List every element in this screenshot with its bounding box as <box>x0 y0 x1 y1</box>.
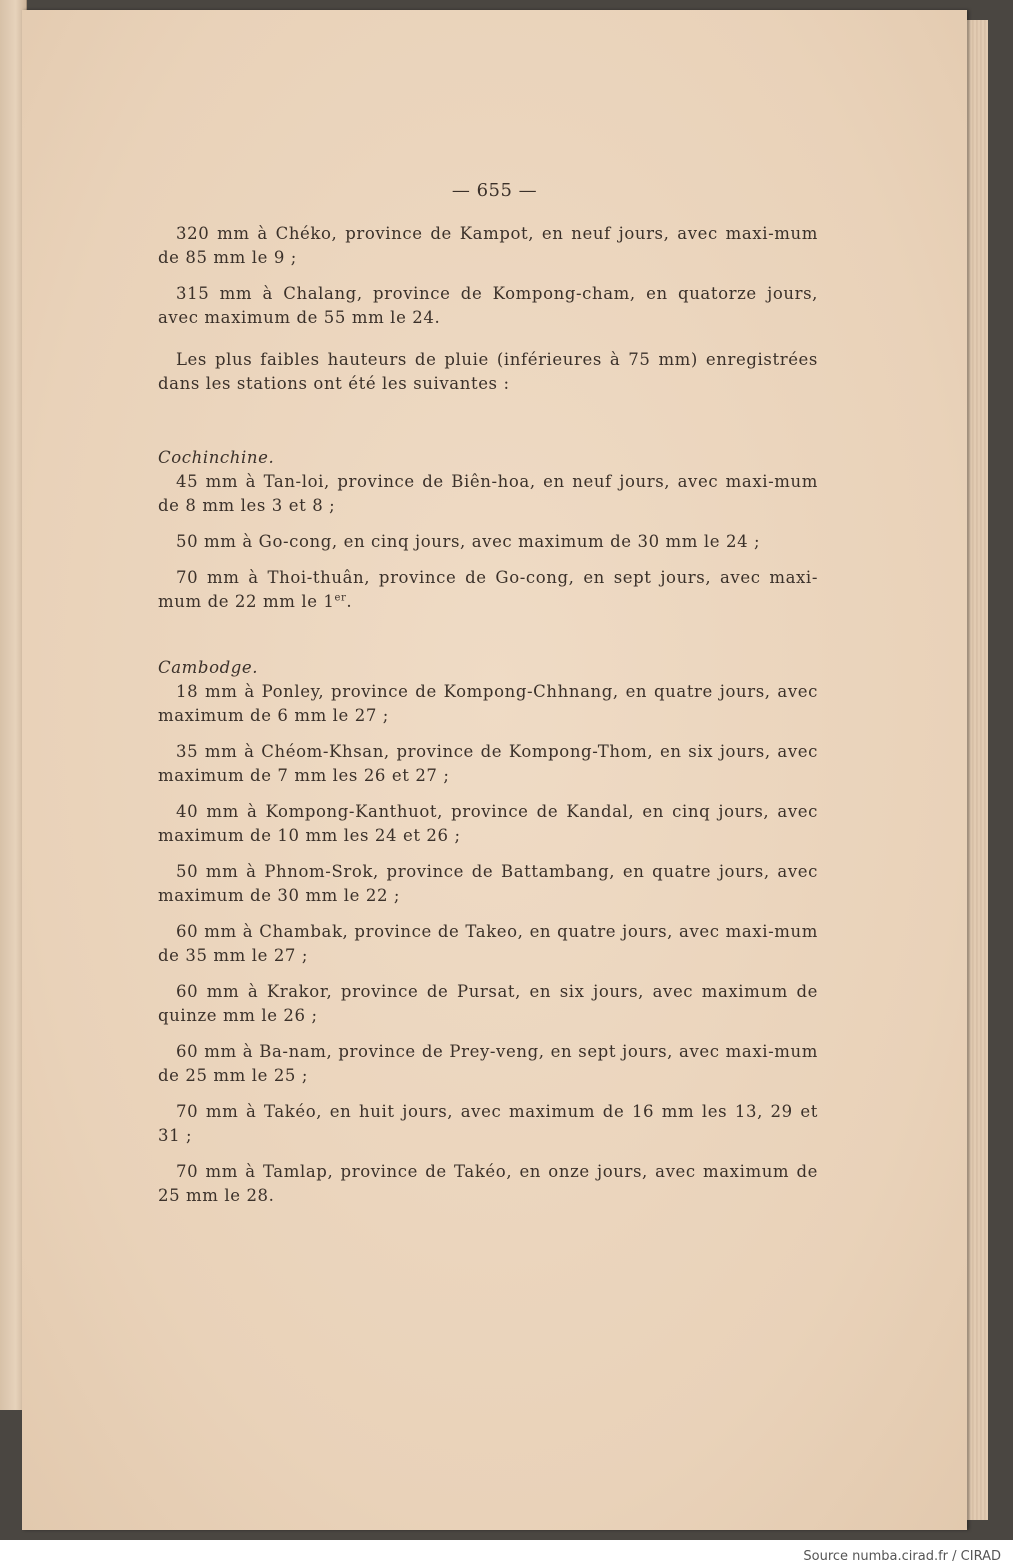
entry: 60 mm à Ba-nam, province de Prey-veng, en sept jours, avec maxi-mum de 25 mm le 25 ; <box>158 1042 818 1085</box>
entry: 45 mm à Tan-loi, province de Biên-hoa, en neuf jours, avec maxi-mum de 8 mm les 3 et 8 ; <box>158 472 818 515</box>
section-heading-cochinchine: Cochinchine. <box>158 448 275 467</box>
intro-paragraph: Les plus faibles hauteurs de pluie (inférieures à 75 mm) enregistrées dans les stations ont été les suivantes : <box>158 350 818 393</box>
entry: 35 mm à Chéom-Khsan, province de Kompong-Thom, en six jours, avec maximum de 7 mm les 26 et 27 ; <box>158 742 818 785</box>
section-gap <box>158 614 818 656</box>
page-stack-edge <box>966 20 988 1520</box>
paragraph: 315 mm à Chalang, province de Kompong-cham, en quatorze jours, avec maximum de 55 mm le 24. <box>158 284 818 327</box>
entry-with-superscript <box>158 566 818 614</box>
entry: 70 mm à Tamlap, province de Takéo, en onze jours, avec maximum de 25 mm le 28. <box>158 1162 818 1205</box>
entry-text: 70 mm à Thoi-thuân, province de Go-cong, en sept jours, avec maxi-mum de 22 mm le 1 <box>158 568 818 611</box>
page-body <box>158 222 818 1208</box>
page-number: — 655 — <box>451 180 538 201</box>
source-credit: Source numba.cirad.fr / CIRAD <box>803 1549 1001 1564</box>
entry: 50 mm à Go-cong, en cinq jours, avec maximum de 30 mm le 24 ; <box>176 532 761 551</box>
entry-suffix: . <box>346 592 353 611</box>
entry: 60 mm à Krakor, province de Pursat, en six jours, avec maximum de quinze mm le 26 ; <box>158 982 818 1025</box>
entry: 40 mm à Kompong-Kanthuot, province de Kandal, en cinq jours, avec maximum de 10 mm les 24 et 26 ; <box>158 802 818 845</box>
entry: 60 mm à Chambak, province de Takeo, en quatre jours, avec maxi-mum de 35 mm le 27 ; <box>158 922 818 965</box>
paragraph: 320 mm à Chéko, province de Kampot, en neuf jours, avec maxi-mum de 85 mm le 9 ; <box>158 224 818 267</box>
section-heading-cambodge: Cambodge. <box>158 658 259 677</box>
entry: 18 mm à Ponley, province de Kompong-Chhnang, en quatre jours, avec maximum de 6 mm le 27 ; <box>158 682 818 725</box>
ordinal-superscript: er <box>334 592 347 604</box>
entry: 70 mm à Takéo, en huit jours, avec maximum de 16 mm les 13, 29 et 31 ; <box>158 1102 818 1145</box>
entry: 50 mm à Phnom-Srok, province de Battambang, en quatre jours, avec maximum de 30 mm le 22 ; <box>158 862 818 905</box>
